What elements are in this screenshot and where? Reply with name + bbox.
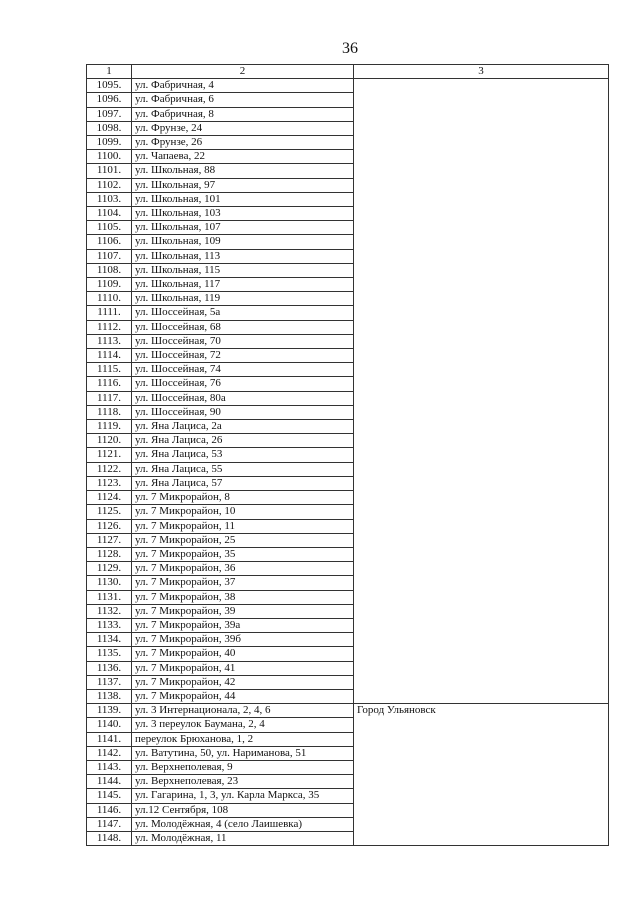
- row-address: ул. 7 Микрорайон, 39а: [132, 618, 354, 632]
- row-number: 1122.: [87, 462, 132, 476]
- row-address: ул. Шоссейная, 80а: [132, 391, 354, 405]
- row-number: 1116.: [87, 377, 132, 391]
- row-number: 1119.: [87, 420, 132, 434]
- row-number: 1138.: [87, 689, 132, 703]
- row-number: 1108.: [87, 263, 132, 277]
- row-address: ул. 7 Микрорайон, 10: [132, 505, 354, 519]
- row-address: ул. Шоссейная, 70: [132, 334, 354, 348]
- row-address: ул. Шоссейная, 74: [132, 363, 354, 377]
- row-address: переулок Брюханова, 1, 2: [132, 732, 354, 746]
- row-number: 1102.: [87, 178, 132, 192]
- row-address: ул. Шоссейная, 90: [132, 405, 354, 419]
- row-address: ул. 3 Интернационала, 2, 4, 6: [132, 704, 354, 718]
- row-address: ул. 7 Микрорайон, 36: [132, 562, 354, 576]
- row-address: ул. Школьная, 109: [132, 235, 354, 249]
- row-number: 1141.: [87, 732, 132, 746]
- row-number: 1134.: [87, 633, 132, 647]
- row-address: ул. Яна Лациса, 57: [132, 476, 354, 490]
- row-address: ул. 7 Микрорайон, 25: [132, 533, 354, 547]
- row-address: ул. Шоссейная, 68: [132, 320, 354, 334]
- row-address: ул. 3 переулок Баумана, 2, 4: [132, 718, 354, 732]
- row-address: ул. Яна Лациса, 26: [132, 434, 354, 448]
- row-number: 1097.: [87, 107, 132, 121]
- row-address: ул. Фрунзе, 24: [132, 121, 354, 135]
- table-row: [87, 704, 609, 718]
- row-address: ул. 7 Микрорайон, 11: [132, 519, 354, 533]
- header-col-1: 1: [87, 65, 132, 79]
- row-number: 1115.: [87, 363, 132, 377]
- row-address: ул. Шоссейная, 5а: [132, 306, 354, 320]
- row-address: ул. Фабричная, 8: [132, 107, 354, 121]
- row-address: ул. Школьная, 103: [132, 207, 354, 221]
- row-address: ул. Школьная, 97: [132, 178, 354, 192]
- row-address: ул. Школьная, 107: [132, 221, 354, 235]
- row-address: ул. Молодёжная, 4 (село Лаишевка): [132, 817, 354, 831]
- row-address: ул. Школьная, 117: [132, 278, 354, 292]
- row-number: 1144.: [87, 775, 132, 789]
- row-address: ул. 7 Микрорайон, 39б: [132, 633, 354, 647]
- row-address: ул. Школьная, 119: [132, 292, 354, 306]
- row-address: ул. 7 Микрорайон, 37: [132, 576, 354, 590]
- table-header-row: [87, 65, 609, 79]
- row-address: ул.12 Сентября, 108: [132, 803, 354, 817]
- row-number: 1146.: [87, 803, 132, 817]
- row-address: ул. 7 Микрорайон, 40: [132, 647, 354, 661]
- row-address: ул. 7 Микрорайон, 8: [132, 491, 354, 505]
- row-address: ул. Верхнеполевая, 9: [132, 760, 354, 774]
- row-number: 1099.: [87, 136, 132, 150]
- row-address: ул. Гагарина, 1, 3, ул. Карла Маркса, 35: [132, 789, 354, 803]
- header-col-2: 2: [132, 65, 354, 79]
- row-address: ул. Верхнеполевая, 23: [132, 775, 354, 789]
- row-address: ул. Чапаева, 22: [132, 150, 354, 164]
- page-number: 36: [342, 40, 358, 57]
- row-number: 1127.: [87, 533, 132, 547]
- row-number: 1098.: [87, 121, 132, 135]
- table-row: [87, 79, 609, 93]
- row-number: 1142.: [87, 746, 132, 760]
- row-number: 1140.: [87, 718, 132, 732]
- row-number: 1132.: [87, 604, 132, 618]
- row-address: ул. Шоссейная, 72: [132, 349, 354, 363]
- row-number: 1147.: [87, 817, 132, 831]
- row-number: 1130.: [87, 576, 132, 590]
- row-number: 1148.: [87, 831, 132, 845]
- row-number: 1143.: [87, 760, 132, 774]
- row-number: 1110.: [87, 292, 132, 306]
- row-address: ул. Яна Лациса, 2а: [132, 420, 354, 434]
- row-number: 1129.: [87, 562, 132, 576]
- row-number: 1106.: [87, 235, 132, 249]
- row-address: ул. 7 Микрорайон, 44: [132, 689, 354, 703]
- row-number: 1121.: [87, 448, 132, 462]
- row-number: 1139.: [87, 704, 132, 718]
- row-address: ул. Ватутина, 50, ул. Нариманова, 51: [132, 746, 354, 760]
- row-number: 1111.: [87, 306, 132, 320]
- row-number: 1136.: [87, 661, 132, 675]
- region-cell-empty: [354, 79, 609, 704]
- row-number: 1112.: [87, 320, 132, 334]
- row-address: ул. Молодёжная, 11: [132, 831, 354, 845]
- row-number: 1123.: [87, 476, 132, 490]
- row-number: 1114.: [87, 349, 132, 363]
- row-number: 1118.: [87, 405, 132, 419]
- row-address: ул. Школьная, 88: [132, 164, 354, 178]
- row-address: ул. 7 Микрорайон, 41: [132, 661, 354, 675]
- row-address: ул. Школьная, 115: [132, 263, 354, 277]
- row-address: ул. Фрунзе, 26: [132, 136, 354, 150]
- row-number: 1133.: [87, 618, 132, 632]
- row-number: 1103.: [87, 192, 132, 206]
- row-address: ул. Яна Лациса, 53: [132, 448, 354, 462]
- row-number: 1105.: [87, 221, 132, 235]
- row-address: ул. Яна Лациса, 55: [132, 462, 354, 476]
- row-number: 1135.: [87, 647, 132, 661]
- row-number: 1125.: [87, 505, 132, 519]
- row-address: ул. Фабричная, 6: [132, 93, 354, 107]
- row-number: 1145.: [87, 789, 132, 803]
- row-number: 1113.: [87, 334, 132, 348]
- row-number: 1104.: [87, 207, 132, 221]
- address-table: [86, 64, 609, 846]
- row-number: 1137.: [87, 675, 132, 689]
- row-number: 1109.: [87, 278, 132, 292]
- row-number: 1120.: [87, 434, 132, 448]
- row-number: 1100.: [87, 150, 132, 164]
- row-number: 1126.: [87, 519, 132, 533]
- header-col-3: 3: [354, 65, 609, 79]
- row-address: ул. Школьная, 101: [132, 192, 354, 206]
- row-address: ул. 7 Микрорайон, 38: [132, 590, 354, 604]
- row-number: 1096.: [87, 93, 132, 107]
- row-number: 1095.: [87, 79, 132, 93]
- row-number: 1101.: [87, 164, 132, 178]
- row-address: ул. Фабричная, 4: [132, 79, 354, 93]
- row-number: 1124.: [87, 491, 132, 505]
- row-address: ул. Шоссейная, 76: [132, 377, 354, 391]
- row-number: 1128.: [87, 547, 132, 561]
- region-cell: Город Ульяновск: [354, 704, 609, 846]
- row-address: ул. 7 Микрорайон, 39: [132, 604, 354, 618]
- row-number: 1107.: [87, 249, 132, 263]
- row-address: ул. Школьная, 113: [132, 249, 354, 263]
- row-number: 1117.: [87, 391, 132, 405]
- row-number: 1131.: [87, 590, 132, 604]
- row-address: ул. 7 Микрорайон, 42: [132, 675, 354, 689]
- row-address: ул. 7 Микрорайон, 35: [132, 547, 354, 561]
